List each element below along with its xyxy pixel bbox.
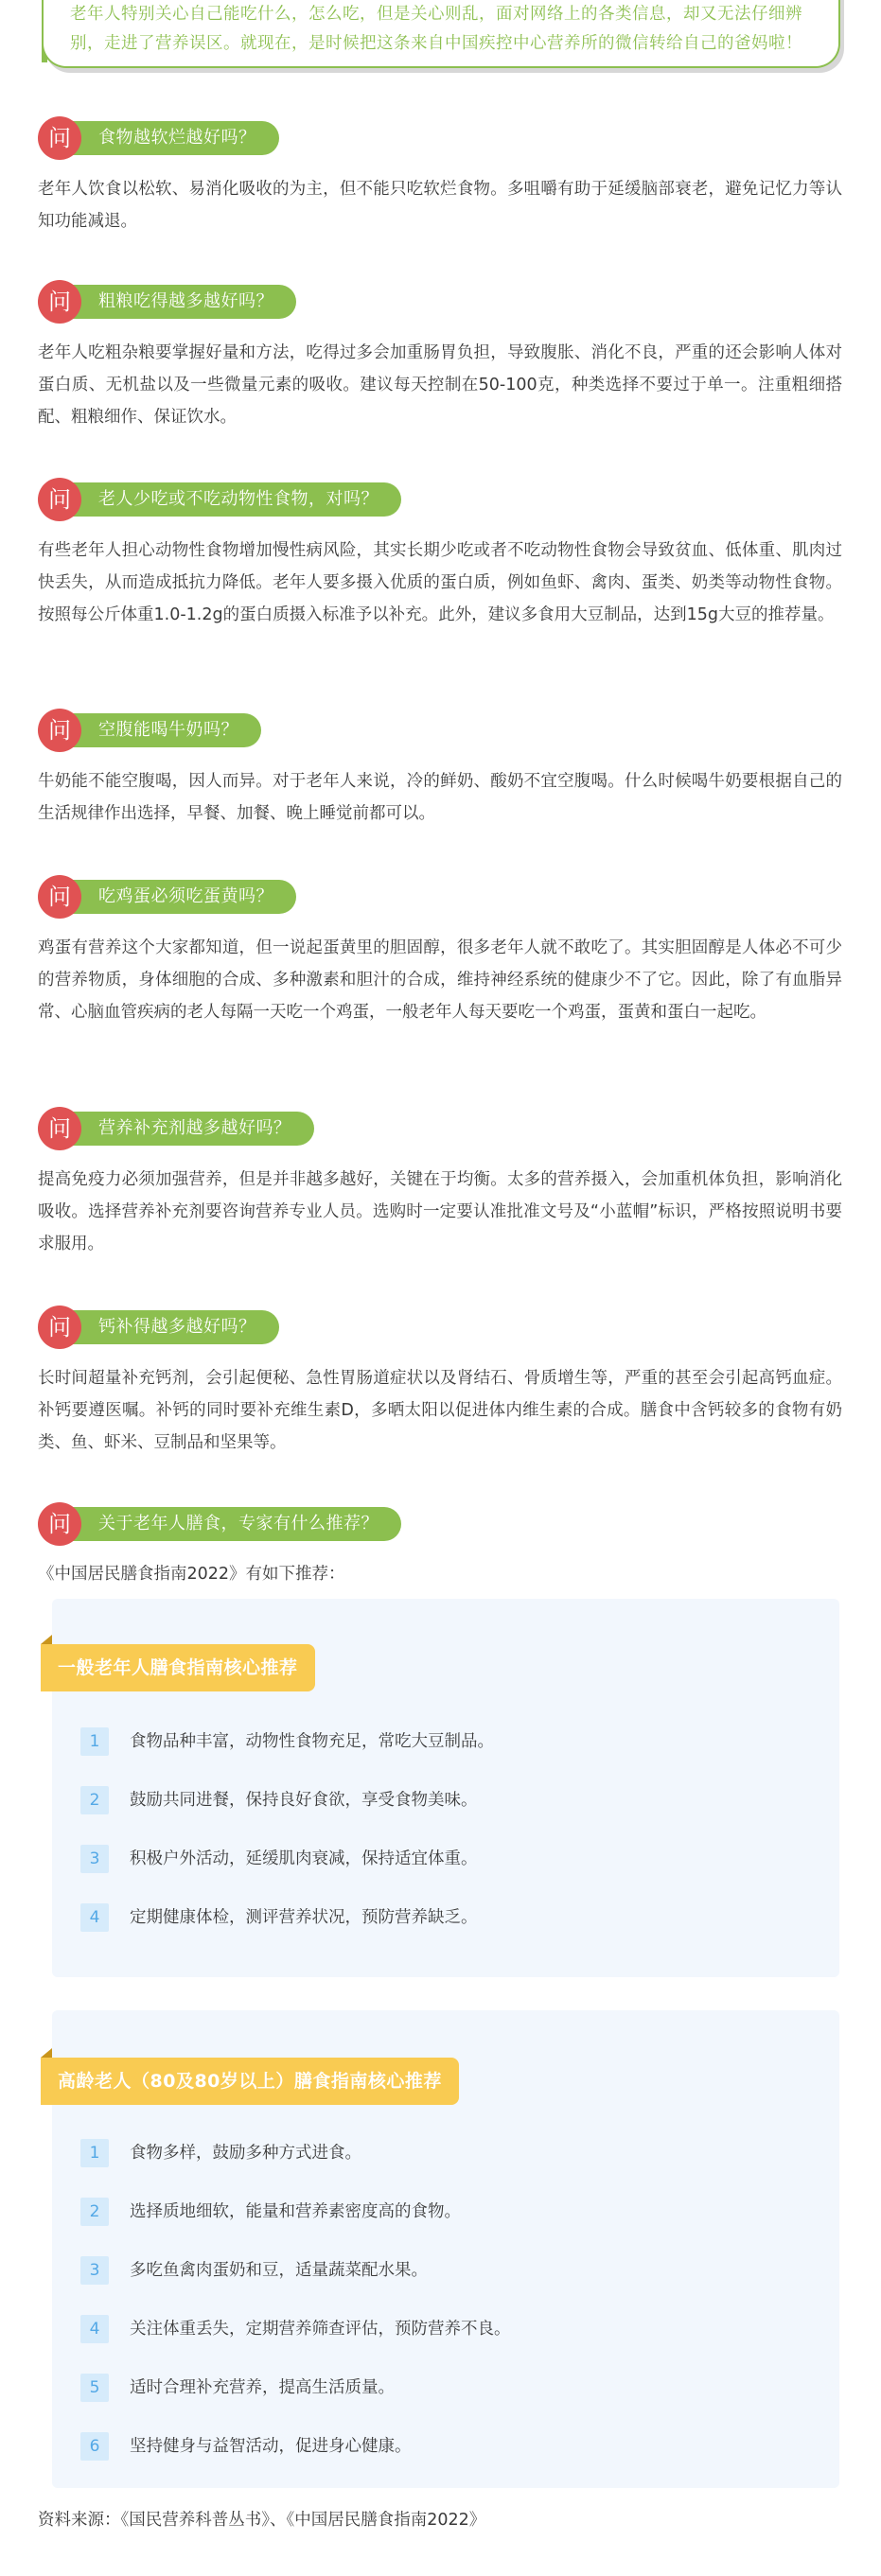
question-badge-icon: 问 xyxy=(38,280,81,324)
answer-text: 老年人吃粗杂粮要掌握好量和方法，吃得过多会加重肠胃负担，导致腹胀、消化不良，严重的还会影响人体对蛋白质、无机盐以及一些微量元素的吸收。建议每天控制在50-100克，种类选择不要过于单一。注重粗细搭配、粗粮细作、保证饮水。 xyxy=(38,343,842,427)
qa-section-6 xyxy=(38,1107,842,1260)
item-text: 食物多样，鼓励多种方式进食。 xyxy=(130,2144,361,2163)
intro-box xyxy=(42,0,840,68)
answer-text: 牛奶能不能空腹喝，因人而异。对于老年人来说，冷的鲜奶、酸奶不宜空腹喝。什么时候喝牛奶要根据自己的生活规律作出选择，早餐、加餐、晚上睡觉前都可以。 xyxy=(38,772,842,823)
list-item xyxy=(80,2252,811,2311)
question-badge-icon: 问 xyxy=(38,116,81,160)
guide-intro-text: 《中国居民膳食指南2022》有如下推荐： xyxy=(38,1565,345,1584)
question-row xyxy=(38,1306,842,1349)
item-number: 6 xyxy=(80,2432,109,2461)
question-title: 空腹能喝牛奶吗？ xyxy=(70,713,261,747)
item-number: 1 xyxy=(80,2139,109,2167)
item-text: 选择质地细软，能量和营养素密度高的食物。 xyxy=(130,2202,461,2221)
recommendation-card-general xyxy=(52,1599,839,1977)
qa-section-3 xyxy=(38,478,842,631)
question-badge-icon: 问 xyxy=(38,1306,81,1349)
item-number: 1 xyxy=(80,1727,109,1756)
answer-text: 长时间超量补充钙剂，会引起便秘、急性胃肠道症状以及肾结石、骨质增生等，严重的甚至会引起高钙血症。补钙要遵医嘱。补钙的同时要补充维生素D，多晒太阳以促进体内维生素的合成。膳食中含钙较多的食物有奶类、鱼、虾米、豆制品和坚果等。 xyxy=(38,1369,842,1452)
list-item xyxy=(80,1900,811,1958)
intro-text: 老年人特别关心自己能吃什么，怎么吃，但是关心则乱，面对网络上的各类信息，却又无法仔细辨别，走进了营养误区。就现在，是时候把这条来自中国疾控中心营养所的微信转给自己的爸妈啦！ xyxy=(70,5,802,53)
answer-text: 老年人饮食以松软、易消化吸收的为主，但不能只吃软烂食物。多咀嚼有助于延缓脑部衰老，避免记忆力等认知功能减退。 xyxy=(38,180,842,231)
item-number: 5 xyxy=(80,2374,109,2402)
question-row xyxy=(38,709,842,752)
item-text: 鼓励共同进餐，保持良好食欲，享受食物美味。 xyxy=(130,1791,478,1810)
item-text: 适时合理补充营养，提高生活质量。 xyxy=(130,2378,395,2397)
question-row xyxy=(38,280,842,324)
recommendation-list xyxy=(80,1724,811,1958)
question-row xyxy=(38,478,842,521)
qa-section-5 xyxy=(38,875,842,1028)
question-title: 营养补充剂越多越好吗？ xyxy=(70,1112,314,1146)
item-text: 积极户外活动，延缓肌肉衰减，保持适宜体重。 xyxy=(130,1849,478,1868)
item-number: 4 xyxy=(80,2315,109,2343)
question-badge-icon: 问 xyxy=(38,709,81,752)
list-item xyxy=(80,1841,811,1900)
question-badge-icon: 问 xyxy=(38,1502,81,1546)
item-text: 食物品种丰富，动物性食物充足，常吃大豆制品。 xyxy=(130,1732,494,1751)
question-badge-icon: 问 xyxy=(38,478,81,521)
item-text: 坚持健身与益智活动，促进身心健康。 xyxy=(130,2437,412,2456)
item-number: 4 xyxy=(80,1903,109,1932)
answer-text: 有些老年人担心动物性食物增加慢性病风险，其实长期少吃或者不吃动物性食物会导致贫血、低体重、肌肉过快丢失，从而造成抵抗力降低。老年人要多摄入优质的蛋白质，例如鱼虾、禽肉、蛋类、奶类等动物性食物。按照每公斤体重1.0-1.2g的蛋白质摄入标准予以补充。此外，建议多食用大豆制品，达到15g大豆的推荐量。 xyxy=(38,541,842,624)
qa-section-2 xyxy=(38,280,842,433)
list-item xyxy=(80,1724,811,1782)
question-title: 粗粮吃得越多越好吗？ xyxy=(70,285,296,319)
question-title: 关于老年人膳食，专家有什么推荐？ xyxy=(70,1507,401,1541)
qa-section-4 xyxy=(38,709,842,830)
question-row xyxy=(38,1502,842,1546)
recommendation-list xyxy=(80,2135,811,2487)
source-citation: 资料来源：《国民营养科普丛书》、《中国居民膳食指南2022》 xyxy=(38,2511,486,2530)
qa-section-7 xyxy=(38,1306,842,1459)
list-item xyxy=(80,2311,811,2370)
recommendation-card-elderly xyxy=(52,2010,839,2488)
question-title: 吃鸡蛋必须吃蛋黄吗？ xyxy=(70,880,296,914)
item-number: 2 xyxy=(80,1786,109,1814)
question-title: 钙补得越多越好吗？ xyxy=(70,1310,279,1344)
list-item xyxy=(80,2370,811,2428)
item-text: 定期健康体检，测评营养状况，预防营养缺乏。 xyxy=(130,1908,478,1927)
question-badge-icon: 问 xyxy=(38,875,81,919)
list-item xyxy=(80,2428,811,2487)
item-number: 2 xyxy=(80,2198,109,2226)
answer-text: 提高免疫力必须加强营养，但是并非越多越好，关键在于均衡。太多的营养摄入，会加重机体负担，影响消化吸收。选择营养补充剂要咨询营养专业人员。选购时一定要认准批准文号及“小蓝帽”标识，严格按照说明书要求服用。 xyxy=(38,1170,842,1253)
card-title: 高龄老人（80及80岁以上）膳食指南核心推荐 xyxy=(41,2058,459,2105)
qa-section-1 xyxy=(38,116,842,237)
answer-text: 鸡蛋有营养这个大家都知道，但一说起蛋黄里的胆固醇，很多老年人就不敢吃了。其实胆固醇是人体必不可少的营养物质，身体细胞的合成、多种激素和胆汁的合成，维持神经系统的健康少不了它。因此，除了有血脂异常、心脑血管疾病的老人每隔一天吃一个鸡蛋，一般老年人每天要吃一个鸡蛋，蛋黄和蛋白一起吃。 xyxy=(38,938,842,1022)
list-item xyxy=(80,2194,811,2252)
item-text: 关注体重丢失，定期营养筛查评估，预防营养不良。 xyxy=(130,2320,511,2339)
question-row xyxy=(38,1107,842,1150)
qa-section-8 xyxy=(38,1502,842,1546)
question-row xyxy=(38,116,842,160)
item-text: 多吃鱼禽肉蛋奶和豆，适量蔬菜配水果。 xyxy=(130,2261,428,2280)
item-number: 3 xyxy=(80,1845,109,1873)
question-title: 食物越软烂越好吗？ xyxy=(70,121,279,155)
question-badge-icon: 问 xyxy=(38,1107,81,1150)
item-number: 3 xyxy=(80,2256,109,2285)
question-row xyxy=(38,875,842,919)
card-title: 一般老年人膳食指南核心推荐 xyxy=(41,1644,315,1691)
list-item xyxy=(80,2135,811,2194)
question-title: 老人少吃或不吃动物性食物，对吗？ xyxy=(70,482,401,517)
list-item xyxy=(80,1782,811,1841)
